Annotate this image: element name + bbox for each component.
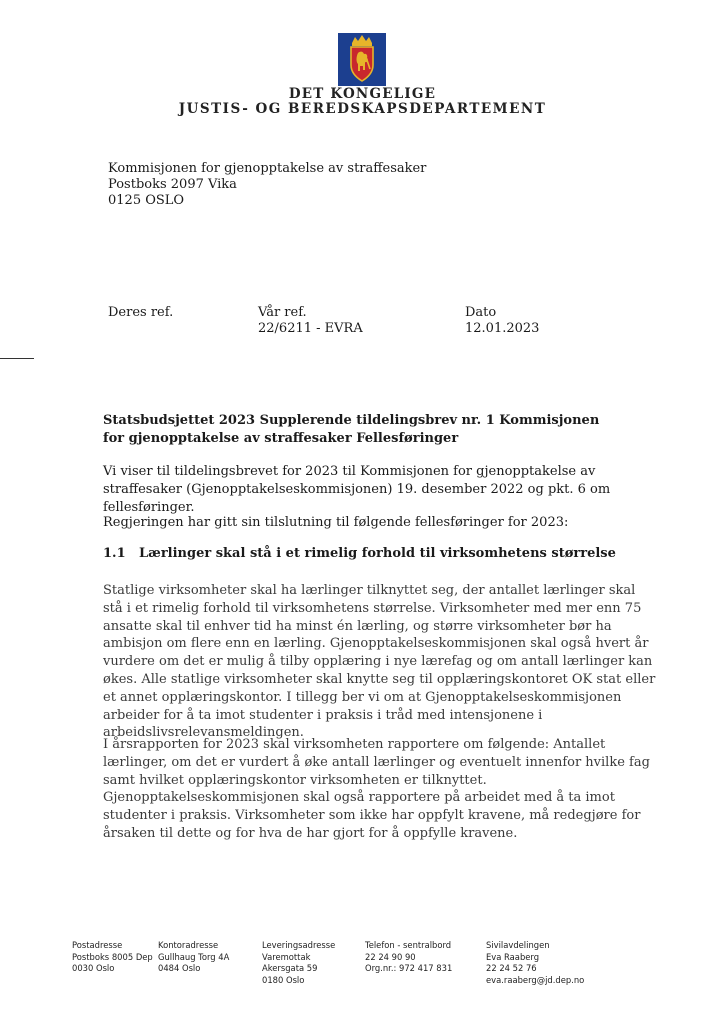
- ministry-name-line1: DET KONGELIGE: [288, 86, 437, 102]
- footer-avdeling-label: Sivilavdelingen: [486, 940, 550, 950]
- footer-postadresse-line2: 0030 Oslo: [72, 963, 115, 974]
- recipient-postbox: Postboks 2097 Vika: [108, 177, 237, 192]
- footer-kontoradresse: [158, 940, 229, 975]
- letter-title: Statsbudsjettet 2023 Supplerende tildelingsbrev nr. 1 Kommisjonen for gjenopptakelse av straffesaker Fellesføringer: [103, 413, 600, 446]
- footer-contact-phone: 22 24 52 76: [486, 963, 537, 974]
- footer-telefon-line1: 22 24 90 90: [365, 951, 416, 962]
- section-number: 1.1: [103, 546, 126, 561]
- footer-postadresse: [72, 940, 153, 975]
- dato-value: 12.01.2023: [465, 321, 540, 336]
- section-title: Lærlinger skal stå i et rimelig forhold til virksomhetens størrelse: [139, 546, 616, 561]
- footer-leveringsadresse: [262, 940, 335, 986]
- section-paragraph-2: I årsrapporten for 2023 skal virksomheten rapportere om følgende: Antallet lærlinger, om det er vurdert å øke antall lærlinger og eventuelt innenfor hvilke fag samt hvilket opplæringskontor virksomheten er tilknyttet. Gjenopptakelseskommisjonen skal også rapportere på arbeidet med å ta imot studenter i praksis. Virksomheter som ikke har oppfylt kravene, må redegjøre for årsaken til dette og for hva de har gjort for å oppfylle kravene.: [103, 737, 650, 841]
- footer-telefon: [365, 940, 452, 975]
- footer-postadresse-label: Postadresse: [72, 940, 123, 950]
- var-ref-value: 22/6211 - EVRA: [258, 321, 363, 336]
- footer-leveringsadresse-line1: Varemottak: [262, 951, 311, 962]
- dato-label: Dato: [465, 305, 497, 320]
- footer-leveringsadresse-line3: 0180 Oslo: [262, 974, 305, 985]
- recipient-name: Kommisjonen for gjenopptakelse av straffesaker: [108, 161, 427, 176]
- footer-kontoradresse-line1: Gullhaug Torg 4A: [158, 951, 230, 962]
- ministry-name-line2: JUSTIS- OG BEREDSKAPSDEPARTEMENT: [178, 101, 547, 117]
- deres-ref-label: Deres ref.: [108, 305, 174, 320]
- intro-paragraph: Vi viser til tildelingsbrevet for 2023 til Kommisjonen for gjenopptakelse av straffesaker (Gjenopptakelseskommisjonen) 19. desember 2022 og pkt. 6 om fellesføringer.: [103, 464, 611, 515]
- footer-orgnr: Org.nr.: 972 417 831: [365, 963, 453, 974]
- var-ref-label: Vår ref.: [258, 305, 307, 320]
- section-paragraph-1: Statlige virksomheter skal ha lærlinger tilknyttet seg, der antallet lærlinger skal stå i et rimelig forhold til virksomhetens størrelse. Virksomheter med mer enn 75 ansatte skal til enhver tid ha minst én lærling, og større virksomheter bør ha ambisjon om flere enn en lærling. Gjenopptakelseskommisjonen skal også hvert år vurdere om det er mulig å tilby opplæring i nye lærefag og om antall lærlinger kan økes. Alle statlige virksomheter skal knytte seg til opplæringskontoret OK stat eller et annet opplæringskontor. I tillegg ber vi om at Gjenopptakelseskommisjonen arbeider for å ta imot studenter i praksis i tråd med intensjonene i arbeidslivsrelevansmeldingen.: [103, 583, 656, 741]
- coat-of-arms-icon: [338, 33, 386, 86]
- footer-leveringsadresse-label: Leveringsadresse: [262, 940, 336, 950]
- footer-leveringsadresse-line2: Akersgata 59: [262, 963, 318, 974]
- fold-mark: [0, 358, 34, 359]
- footer-avdeling: [486, 940, 584, 986]
- approval-paragraph: Regjeringen har gitt sin tilslutning til følgende fellesføringer for 2023:: [103, 515, 569, 530]
- footer-postadresse-line1: Postboks 8005 Dep: [72, 951, 153, 962]
- footer-contact-name: Eva Raaberg: [486, 951, 540, 962]
- footer-contact-email[interactable]: eva.raaberg@jd.dep.no: [486, 974, 585, 985]
- footer-telefon-label: Telefon - sentralbord: [365, 940, 452, 950]
- footer-kontoradresse-line2: 0484 Oslo: [158, 963, 201, 974]
- recipient-postcode: 0125 OSLO: [108, 193, 185, 208]
- footer-kontoradresse-label: Kontoradresse: [158, 940, 219, 950]
